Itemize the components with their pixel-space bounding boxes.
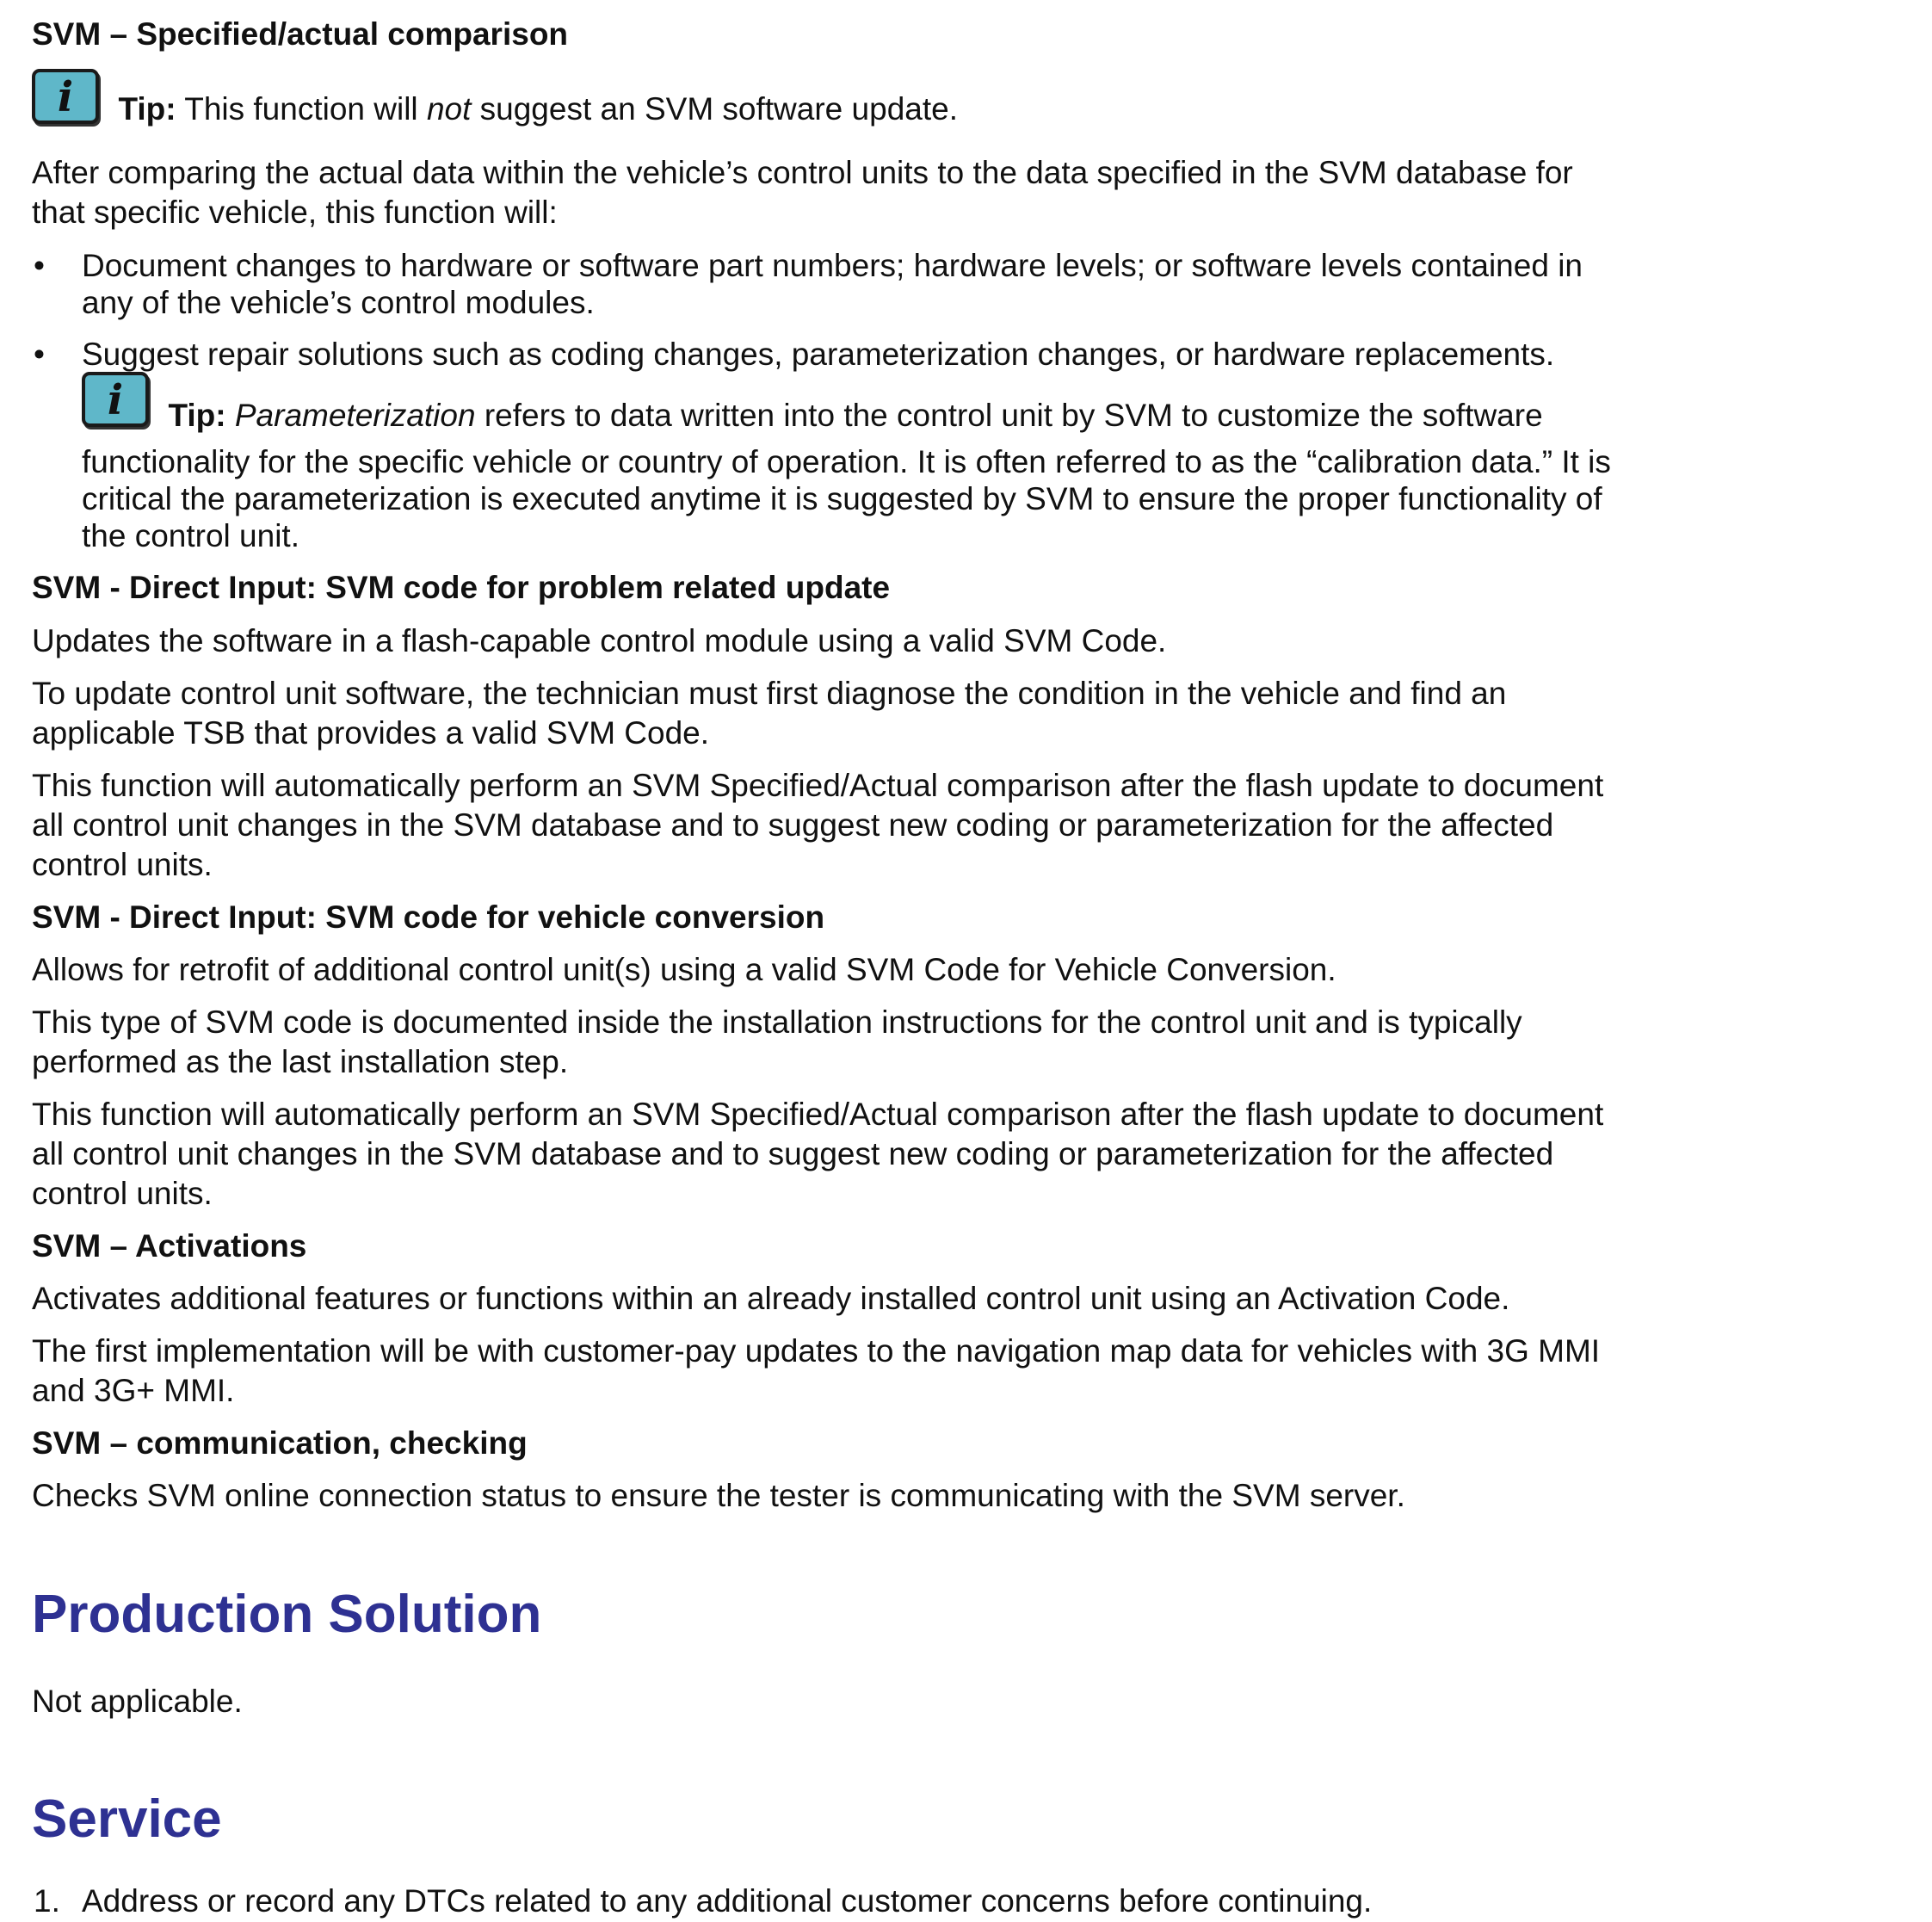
paragraph-line: This type of SVM code is documented inside the installation instructions for the control unit and is typically [32,1004,1522,1040]
paragraph-line: applicable TSB that provides a valid SVM Code. [32,715,710,751]
paragraph-line: Not applicable. [32,1684,243,1719]
info-icon: i [32,69,99,124]
paragraph-line: that specific vehicle, this function will: [32,195,558,230]
paragraph-line: Checks SVM online connection status to ensure the tester is communicating with the SVM server. [32,1478,1405,1513]
tip-label: Tip: [118,91,176,127]
section-heading: SVM – Specified/actual comparison [32,16,569,52]
tip-text-a: This function will [184,91,427,127]
paragraph-line: all control unit changes in the SVM database and to suggest new coding or parameterization for the affected [32,807,1554,843]
info-icon: i [82,372,149,427]
bullet-marker: • [34,248,45,283]
paragraph-line: control units. [32,847,213,882]
paragraph-line: performed as the last installation step. [32,1044,569,1079]
paragraph-line: This function will automatically perform an SVM Specified/Actual comparison after the flash update to document [32,768,1604,803]
tip-text [168,396,1542,436]
paragraph-line: all control unit changes in the SVM database and to suggest new coding or parameterization for the affected [32,1136,1554,1171]
tip-note [32,69,1839,127]
tip-line: functionality for the specific vehicle or country of operation. It is often referred to as the “calibration data.” It is [82,444,1611,479]
tip-line: critical the parameterization is executed anytime it is suggested by SVM to ensure the proper functionality of [82,481,1602,516]
bullet-line: any of the vehicle’s control modules. [82,285,595,320]
section-heading: SVM - Direct Input: SVM code for problem related update [32,570,891,605]
section-heading: SVM - Direct Input: SVM code for vehicle conversion [32,899,825,935]
paragraph-line: The first implementation will be with customer-pay updates to the navigation map data for vehicles with 3G MMI [32,1333,1601,1369]
step-number: 1. [34,1883,60,1919]
step-text: Address or record any DTCs related to any additional customer concerns before continuing. [82,1883,1373,1919]
tip-line: the control unit. [82,518,299,553]
paragraph-line: and 3G+ MMI. [32,1373,235,1408]
paragraph-line: control units. [32,1176,213,1211]
section-heading: SVM – Activations [32,1228,307,1264]
bullet-line: Document changes to hardware or software part numbers; hardware levels; or software levels contained in [82,248,1583,283]
section-heading: SVM – communication, checking [32,1425,528,1461]
paragraph-line: To update control unit software, the technician must first diagnose the condition in the vehicle and find an [32,676,1507,711]
paragraph-line: This function will automatically perform an SVM Specified/Actual comparison after the flash update to document [32,1097,1604,1132]
tip-text-emphasis: not [426,91,472,127]
tip-text [118,90,958,129]
paragraph-line: Allows for retrofit of additional control unit(s) using a valid SVM Code for Vehicle Conversion. [32,952,1336,987]
tip-label: Tip: [168,398,226,433]
tip-text-b: suggest an SVM software update. [471,91,958,127]
bullet-line: Suggest repair solutions such as coding changes, parameterization changes, or hardware replacements. [82,337,1555,372]
section-title: Production Solution [32,1585,542,1644]
bullet-marker: • [34,337,45,372]
paragraph-line: After comparing the actual data within the vehicle’s control units to the data specified in the SVM database for [32,155,1573,190]
paragraph-line: Activates additional features or functions within an already installed control unit using an Activation Code. [32,1281,1510,1316]
tip-note [82,372,1846,433]
section-title: Service [32,1789,222,1849]
tip-text-emphasis: Parameterization [234,398,476,433]
tip-text-rest: refers to data written into the control unit by SVM to customize the software [475,398,1543,433]
paragraph-line: Updates the software in a flash-capable control module using a valid SVM Code. [32,623,1167,658]
